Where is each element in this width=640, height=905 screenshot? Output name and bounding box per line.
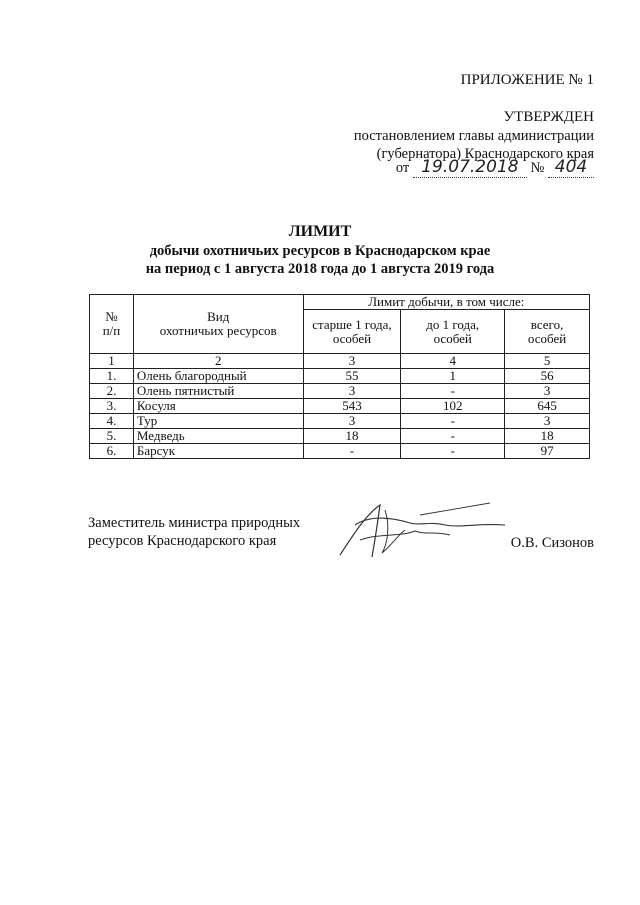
table-row (90, 444, 590, 459)
cell-name: Барсук (133, 444, 303, 459)
table-row (90, 429, 590, 444)
signer-position (88, 514, 348, 550)
cell-no: 3. (90, 399, 134, 414)
cell-no: 4. (90, 414, 134, 429)
cell-total: 18 (505, 429, 590, 444)
appendix-label: ПРИЛОЖЕНИЕ № 1 (460, 72, 594, 88)
approved-label: УТВЕРЖДЕН (503, 109, 594, 125)
cell-name: Олень пятнистый (133, 384, 303, 399)
decree-date-line (360, 157, 594, 178)
cell-total: 3 (505, 414, 590, 429)
signer-line-1: Заместитель министра природных (88, 515, 301, 531)
cell-total: 56 (505, 369, 590, 384)
cell-younger: - (401, 414, 505, 429)
cell-name: Медведь (133, 429, 303, 444)
cell-older: - (303, 444, 401, 459)
index-cell: 2 (133, 354, 303, 369)
cell-no: 2. (90, 384, 134, 399)
table-row (90, 399, 590, 414)
table-row (90, 369, 590, 384)
cell-younger: - (401, 444, 505, 459)
index-row (90, 354, 590, 369)
cell-name: Косуля (133, 399, 303, 414)
header-older: старше 1 года, особей (303, 310, 401, 354)
signer-line-2: ресурсов Краснодарского края (88, 533, 277, 549)
header-kind: Вид охотничьих ресурсов (133, 295, 303, 354)
decree-line-1: постановлением главы администрации (353, 128, 594, 144)
header-no: № п/п (90, 295, 134, 354)
cell-older: 3 (303, 384, 401, 399)
document-subtitle-2: на период с 1 августа 2018 года до 1 августа 2019 года (145, 261, 495, 277)
cell-older: 55 (303, 369, 401, 384)
limit-table (89, 294, 590, 459)
cell-total: 97 (505, 444, 590, 459)
cell-older: 18 (303, 429, 401, 444)
date-prefix: от (395, 160, 410, 176)
document-subtitle-1: добычи охотничьих ресурсов в Краснодарском крае (149, 243, 491, 259)
cell-older: 3 (303, 414, 401, 429)
cell-no: 1. (90, 369, 134, 384)
cell-name: Олень благородный (133, 369, 303, 384)
cell-older: 543 (303, 399, 401, 414)
cell-total: 645 (505, 399, 590, 414)
decree-line-2: (губернатора) Краснодарского края (376, 146, 594, 162)
index-cell: 5 (505, 354, 590, 369)
cell-total: 3 (505, 384, 590, 399)
index-cell: 4 (401, 354, 505, 369)
index-cell: 3 (303, 354, 401, 369)
number-prefix: № (530, 160, 545, 176)
handwritten-date: 19.07.2018 (413, 157, 527, 178)
document-title: ЛИМИТ (288, 223, 352, 240)
cell-younger: 1 (401, 369, 505, 384)
cell-younger: - (401, 429, 505, 444)
cell-no: 6. (90, 444, 134, 459)
header-younger: до 1 года, особей (401, 310, 505, 354)
handwritten-number: 404 (548, 157, 594, 178)
header-total: всего, особей (505, 310, 590, 354)
signature-image (320, 495, 520, 565)
cell-younger: - (401, 384, 505, 399)
table-row (90, 414, 590, 429)
cell-no: 5. (90, 429, 134, 444)
index-cell: 1 (90, 354, 134, 369)
cell-younger: 102 (401, 399, 505, 414)
header-limit: Лимит добычи, в том числе: (303, 295, 589, 310)
signer-name: О.В. Сизонов (510, 535, 594, 551)
table-row (90, 384, 590, 399)
cell-name: Тур (133, 414, 303, 429)
